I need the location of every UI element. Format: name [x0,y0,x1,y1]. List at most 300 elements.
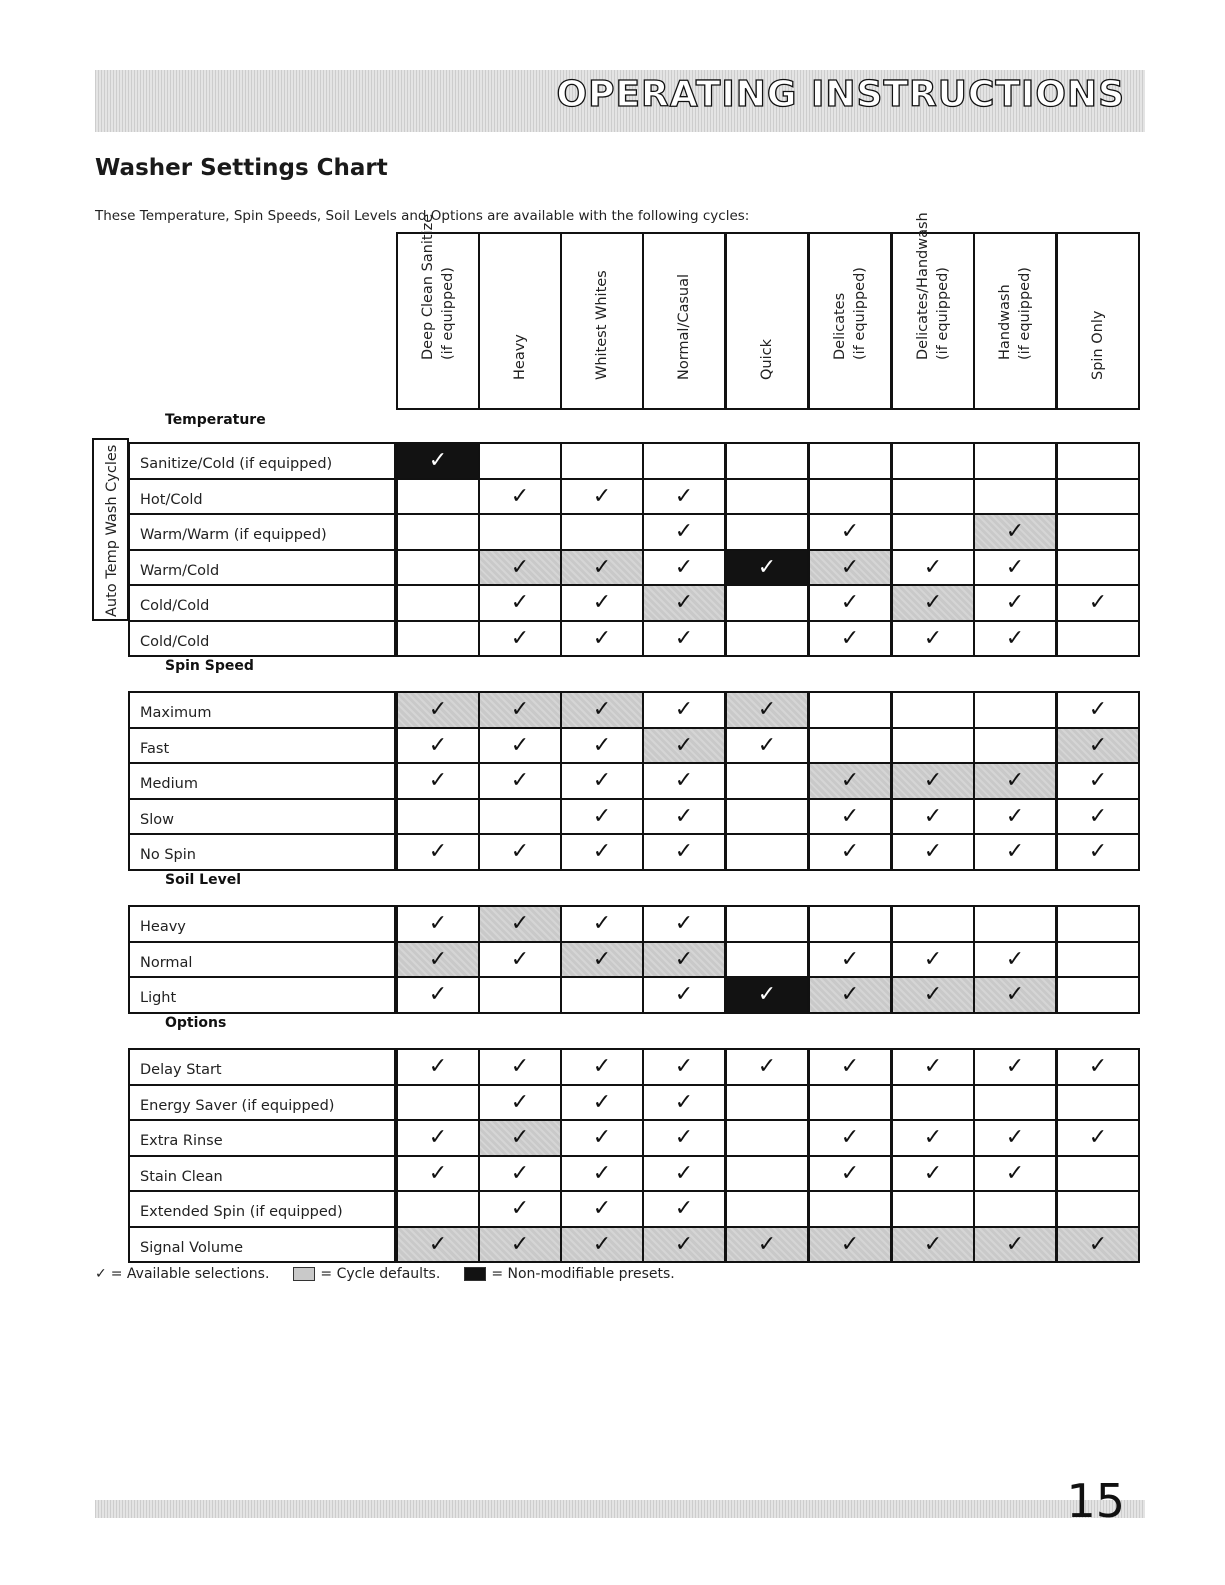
table-cell [478,798,562,836]
section-title: Options [165,1015,227,1031]
check-icon: ✓ [510,946,530,972]
check-icon: ✓ [840,1125,860,1150]
legend-check-icon: ✓ [95,1266,107,1282]
table-cell [396,1084,480,1122]
check-icon: ✓ [923,1054,943,1079]
check-icon: ✓ [674,946,694,972]
table-cell [642,513,726,551]
check-icon: ✓ [510,1054,530,1079]
table-cell [725,1048,809,1086]
row-label: Fast [128,727,396,765]
check-icon: ✓ [592,839,612,864]
table-cell [396,442,480,480]
table-cell [560,1084,644,1122]
table-cell [396,691,480,729]
table-cell [973,478,1057,516]
row-label: Maximum [128,691,396,729]
cycle-header-label [913,212,953,360]
table-cell [891,1119,975,1157]
check-icon: ✓ [1005,803,1025,829]
check-icon: ✓ [674,625,694,651]
check-icon: ✓ [592,1089,612,1115]
table-cell [396,584,480,622]
check-icon: ✓ [592,1231,612,1257]
table-cell [891,762,975,800]
cycle-header-line: Normal/Casual [676,273,692,380]
table-cell [973,1190,1057,1228]
check-icon: ✓ [1088,839,1108,864]
header-band [95,70,1145,132]
table-cell [642,1226,726,1264]
check-icon: ✓ [592,697,612,722]
table-cell [808,478,892,516]
table-cell [973,941,1057,979]
check-icon: ✓ [592,911,612,936]
table-cell [560,798,644,836]
check-icon: ✓ [923,1125,943,1150]
table-cell [973,833,1057,871]
cycle-header-line: Handwash [997,284,1013,360]
table-cell [396,1155,480,1193]
section-title: Spin Speed [165,658,254,674]
check-icon: ✓ [592,590,612,615]
check-icon: ✓ [1005,982,1025,1007]
check-icon: ✓ [592,946,612,972]
cycle-header-label [674,274,694,380]
cycle-header [1056,232,1140,410]
table-cell [725,762,809,800]
table-cell [808,833,892,871]
check-icon: ✓ [428,1054,448,1079]
table-cell [808,1084,892,1122]
table-cell [891,620,975,658]
table-cell [891,1190,975,1228]
check-icon: ✓ [674,697,694,722]
table-cell [396,1190,480,1228]
check-icon: ✓ [674,519,694,544]
table-cell [891,513,975,551]
table-cell [642,727,726,765]
check-icon: ✓ [923,982,943,1007]
table-cell [808,1155,892,1193]
section-title: Temperature [165,412,266,428]
table-cell [642,549,726,587]
cycle-header-line: Delicates/Handwash [915,212,931,360]
check-icon: ✓ [1005,946,1025,972]
page-number: 15 [1066,1474,1125,1528]
table-cell [642,691,726,729]
table-cell [396,478,480,516]
check-icon: ✓ [674,768,694,793]
check-icon: ✓ [1005,1160,1025,1186]
row-label: Extra Rinse [128,1119,396,1157]
check-icon: ✓ [428,1231,448,1257]
table-cell [642,1155,726,1193]
page-header-title: OPERATING INSTRUCTIONS [556,74,1125,115]
table-cell [891,833,975,871]
table-cell [1056,691,1140,729]
check-icon: ✓ [1005,1125,1025,1150]
table-cell [560,549,644,587]
check-icon: ✓ [510,697,530,722]
check-icon: ✓ [592,1196,612,1221]
table-cell [478,513,562,551]
table-cell [808,727,892,765]
check-icon: ✓ [674,590,694,615]
table-cell [973,762,1057,800]
legend-default-swatch [293,1267,315,1281]
table-cell [642,442,726,480]
table-cell [891,976,975,1014]
check-icon: ✓ [1005,590,1025,615]
table-cell [973,549,1057,587]
table-cell [808,691,892,729]
table-cell [1056,1226,1140,1264]
check-icon: ✓ [674,803,694,829]
check-icon: ✓ [510,1125,530,1150]
table-cell [973,1226,1057,1264]
table-cell [560,584,644,622]
table-cell [725,1084,809,1122]
table-cell [478,762,562,800]
check-icon: ✓ [510,554,530,580]
table-cell [642,1084,726,1122]
cycle-header-line: Heavy [512,334,528,380]
cycle-header [891,212,975,410]
table-cell [725,941,809,979]
check-icon: ✓ [1005,1231,1025,1257]
table-cell [891,584,975,622]
table-cell [973,442,1057,480]
check-icon: ✓ [510,839,530,864]
table-cell [1056,798,1140,836]
table-cell [808,798,892,836]
table-cell [642,762,726,800]
table-cell [478,442,562,480]
cycle-header [560,232,644,410]
check-icon: ✓ [840,590,860,615]
cycle-header-line: (if equipped) [852,267,868,360]
table-cell [1056,833,1140,871]
table-cell [396,941,480,979]
check-icon: ✓ [592,803,612,829]
check-icon: ✓ [592,732,612,758]
table-cell [808,941,892,979]
check-icon: ✓ [923,1231,943,1257]
cycle-header-label [510,334,530,380]
cycle-header-line: Quick [759,338,775,380]
check-icon: ✓ [510,590,530,615]
row-label: Heavy [128,905,396,943]
table-cell [808,584,892,622]
table-cell [642,478,726,516]
cycle-header [642,232,726,410]
table-cell [1056,620,1140,658]
check-icon: ✓ [923,803,943,829]
row-label: Cold/Cold [128,620,396,658]
cycle-header-label [1088,311,1108,380]
footer-band [95,1500,1145,1518]
check-icon: ✓ [674,732,694,758]
table-cell [642,905,726,943]
check-icon: ✓ [592,1054,612,1079]
legend-preset-swatch [464,1267,486,1281]
table-cell [478,549,562,587]
check-icon: ✓ [674,1231,694,1257]
table-cell [642,833,726,871]
check-icon: ✓ [840,768,860,793]
check-icon: ✓ [840,554,860,580]
table-cell [560,905,644,943]
cycle-header-label [418,214,458,360]
cycle-header-line: (if equipped) [1017,267,1033,360]
table-cell [1056,584,1140,622]
check-icon: ✓ [674,1089,694,1115]
check-icon: ✓ [592,768,612,793]
table-cell [396,762,480,800]
table-cell [396,1226,480,1264]
check-icon: ✓ [1088,803,1108,829]
table-cell [891,1226,975,1264]
check-icon: ✓ [428,946,448,972]
table-cell [1056,941,1140,979]
table-cell [808,513,892,551]
table-cell [725,833,809,871]
check-icon: ✓ [1088,590,1108,615]
row-label: Slow [128,798,396,836]
table-cell [560,1226,644,1264]
table-cell [642,584,726,622]
table-cell [478,1084,562,1122]
table-cell [560,1119,644,1157]
table-cell [891,905,975,943]
table-cell [478,691,562,729]
table-cell [973,1155,1057,1193]
cycle-header-line: Whitest Whites [594,270,610,380]
check-icon: ✓ [674,1196,694,1221]
table-cell [973,584,1057,622]
check-icon: ✓ [840,839,860,864]
table-cell [891,941,975,979]
table-cell [1056,1048,1140,1086]
cycle-header-line: (if equipped) [935,267,951,360]
check-icon: ✓ [428,911,448,936]
table-cell [725,1190,809,1228]
check-icon: ✓ [510,1089,530,1115]
table-cell [808,976,892,1014]
row-label: Extended Spin (if equipped) [128,1190,396,1228]
table-cell [1056,976,1140,1014]
check-icon: ✓ [1088,1054,1108,1079]
table-cell [725,905,809,943]
check-icon: ✓ [923,768,943,793]
check-icon: ✓ [840,1231,860,1257]
check-icon: ✓ [1088,1231,1108,1257]
table-cell [725,1226,809,1264]
table-cell [1056,1190,1140,1228]
check-icon: ✓ [674,839,694,864]
table-cell [642,620,726,658]
check-icon: ✓ [757,697,777,722]
table-cell [725,478,809,516]
check-icon: ✓ [428,982,448,1007]
check-icon: ✓ [840,803,860,829]
check-icon: ✓ [674,554,694,580]
check-icon: ✓ [428,732,448,758]
table-cell [478,727,562,765]
check-icon: ✓ [757,732,777,758]
check-icon: ✓ [757,1231,777,1257]
row-label: Energy Saver (if equipped) [128,1084,396,1122]
table-cell [973,1048,1057,1086]
table-cell [808,1190,892,1228]
check-icon: ✓ [1005,554,1025,580]
check-icon: ✓ [840,1054,860,1079]
check-icon: ✓ [510,768,530,793]
cycle-header-line: (if equipped) [440,267,456,360]
table-cell [1056,1155,1140,1193]
check-icon: ✓ [1088,1125,1108,1150]
table-cell [396,798,480,836]
check-icon: ✓ [674,1160,694,1186]
row-label: Warm/Cold [128,549,396,587]
table-cell [725,620,809,658]
check-icon: ✓ [592,554,612,580]
table-cell [973,1084,1057,1122]
table-cell [973,513,1057,551]
check-icon: ✓ [840,1160,860,1186]
check-icon: ✓ [840,519,860,544]
check-icon: ✓ [674,1054,694,1079]
check-icon: ✓ [840,982,860,1007]
table-cell [973,727,1057,765]
table-cell [808,620,892,658]
table-cell [560,833,644,871]
table-cell [973,620,1057,658]
check-icon: ✓ [674,483,694,509]
cycle-header [396,213,480,410]
check-icon: ✓ [592,625,612,651]
check-icon: ✓ [510,911,530,936]
table-cell [478,1048,562,1086]
table-cell [725,584,809,622]
legend [95,1266,675,1282]
cycle-header-line: Delicates [832,292,848,360]
table-cell [973,1119,1057,1157]
table-cell [478,1119,562,1157]
table-cell [560,762,644,800]
check-icon: ✓ [923,554,943,580]
table-cell [560,478,644,516]
table-cell [642,798,726,836]
table-cell [478,905,562,943]
table-cell [560,1048,644,1086]
table-cell [560,1190,644,1228]
table-cell [891,478,975,516]
table-cell [478,1226,562,1264]
auto-temp-group-label [92,438,129,621]
check-icon: ✓ [1088,697,1108,722]
table-cell [396,976,480,1014]
check-icon: ✓ [1005,768,1025,793]
table-cell [808,549,892,587]
table-cell [808,442,892,480]
row-label: Signal Volume [128,1226,396,1264]
table-cell [396,620,480,658]
check-icon: ✓ [923,625,943,651]
table-cell [396,1119,480,1157]
check-icon: ✓ [510,1196,530,1221]
cycle-header-label [757,339,777,380]
check-icon: ✓ [923,946,943,972]
table-cell [642,976,726,1014]
check-icon: ✓ [923,1160,943,1186]
table-cell [808,1226,892,1264]
table-cell [891,727,975,765]
legend-defaults-label: = Cycle defaults. [320,1266,441,1282]
check-icon: ✓ [428,448,448,473]
table-cell [973,798,1057,836]
table-cell [1056,762,1140,800]
cycle-header-label [995,267,1035,360]
check-icon: ✓ [1005,519,1025,544]
row-label: Sanitize/Cold (if equipped) [128,442,396,480]
table-cell [396,1048,480,1086]
cycle-header [725,232,809,410]
table-cell [478,833,562,871]
table-cell [725,513,809,551]
table-cell [1056,478,1140,516]
row-label: Stain Clean [128,1155,396,1193]
table-cell [891,1048,975,1086]
table-cell [1056,549,1140,587]
check-icon: ✓ [757,554,777,580]
check-icon: ✓ [923,590,943,615]
table-cell [560,727,644,765]
check-icon: ✓ [592,483,612,509]
check-icon: ✓ [510,625,530,651]
table-cell [396,727,480,765]
check-icon: ✓ [428,839,448,864]
check-icon: ✓ [1005,1054,1025,1079]
check-icon: ✓ [840,946,860,972]
table-cell [642,1048,726,1086]
table-cell [725,442,809,480]
row-label: Cold/Cold [128,584,396,622]
table-cell [478,620,562,658]
table-cell [891,798,975,836]
check-icon: ✓ [757,982,777,1007]
check-icon: ✓ [592,1125,612,1150]
table-cell [1056,513,1140,551]
table-cell [808,905,892,943]
row-label: Light [128,976,396,1014]
table-cell [891,442,975,480]
auto-temp-label-text: Auto Temp Wash Cycles [104,444,120,617]
table-cell [725,691,809,729]
row-label: Normal [128,941,396,979]
check-icon: ✓ [1005,625,1025,651]
cycle-header-line: Spin Only [1090,310,1106,380]
check-icon: ✓ [510,483,530,509]
check-icon: ✓ [428,1160,448,1186]
row-label: Delay Start [128,1048,396,1086]
row-label: Hot/Cold [128,478,396,516]
row-label: No Spin [128,833,396,871]
table-cell [725,727,809,765]
table-cell [1056,442,1140,480]
table-cell [808,1048,892,1086]
